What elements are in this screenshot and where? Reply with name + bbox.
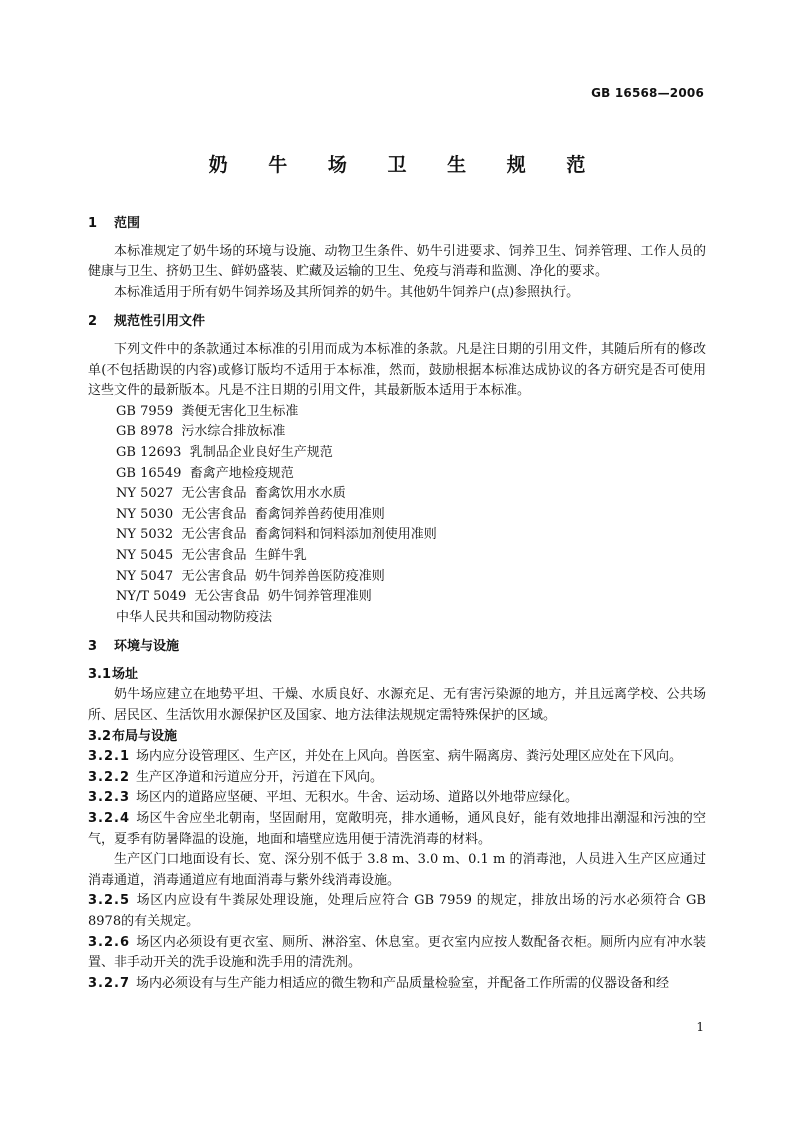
clause-number: 3.2.6 bbox=[88, 934, 131, 950]
section-number: 3 bbox=[88, 639, 98, 655]
clause-text: 场内必须设有与生产能力相适应的微生物和产品质量检验室，并配备工作所需的仪器设备和经 bbox=[136, 975, 670, 991]
reference-list bbox=[88, 402, 706, 629]
clause-3-2-3 bbox=[88, 788, 706, 809]
paragraph: 本标准适用于所有奶牛饲养场及其所饲养的奶牛。其他奶牛饲养户(点)参照执行。 bbox=[114, 284, 580, 300]
reference-item: GB 8978 污水综合排放标准 bbox=[116, 424, 286, 440]
page-number: 1 bbox=[696, 1020, 704, 1034]
section-title: 规范性引用文件 bbox=[114, 314, 206, 330]
paragraph: 本标准规定了奶牛场的环境与设施、动物卫生条件、奶牛引进要求、饲养卫生、饲养管理、工作人员的健康与卫生、挤奶卫生、鲜奶盛装、贮藏及运输的卫生、免疫与消毒和监测、净化的要求。 bbox=[88, 243, 706, 280]
reference-item: 中华人民共和国动物防疫法 bbox=[116, 609, 273, 625]
reference-item: GB 12693 乳制品企业良好生产规范 bbox=[116, 444, 333, 460]
clause-text: 场区内必须设有更衣室、厕所、淋浴室、休息室。更衣室内应按人数配备衣柜。厕所内应有冲水装置、非手动开关的洗手设施和洗手用的清洗剂。 bbox=[88, 934, 706, 971]
section-number: 1 bbox=[88, 216, 98, 231]
paragraph: 奶牛场应建立在地势平坦、干燥、水质良好、水源充足、无有害污染源的地方，并且远离学校、公共场所、居民区、生活饮用水源保护区及国家、地方法律法规规定需特殊保护的区域。 bbox=[88, 687, 706, 724]
standard-code: GB 16568—2006 bbox=[591, 86, 704, 100]
reference-item: NY/T 5049 无公害食品 奶牛饲养管理准则 bbox=[116, 589, 372, 605]
clause-text: 场内应分设管理区、生产区，并处在上风向。兽医室、病牛隔离房、粪污处理区应处在下风向。 bbox=[136, 749, 683, 765]
clause-text: 场区牛舍应坐北朝南，坚固耐用，宽敞明亮，排水通畅，通风良好，能有效地排出潮湿和污浊的空气，夏季有防暑降温的设施，地面和墙壁应选用便于清洗消毒的材料。 bbox=[88, 811, 706, 847]
clause-3-2-7 bbox=[88, 974, 706, 995]
paragraph: 生产区门口地面设有长、宽、深分别不低于 3.8 m、3.0 m、0.1 m 的消毒池，人员进入生产区应通过消毒通道，消毒通道应有地面消毒与紫外线消毒设施。 bbox=[88, 852, 706, 888]
reference-item: NY 5027 无公害食品 畜禽饮用水水质 bbox=[116, 486, 346, 502]
subsection-title: 布局与设施 bbox=[112, 728, 178, 744]
clause-number: 3.2.4 bbox=[88, 811, 131, 827]
reference-item: NY 5032 无公害食品 畜禽饲料和饲料添加剂使用准则 bbox=[116, 527, 437, 543]
section-3-heading bbox=[88, 637, 706, 658]
section-2-heading bbox=[88, 312, 706, 333]
clause-number: 3.2.1 bbox=[88, 749, 131, 765]
clause-3-2-5 bbox=[88, 891, 706, 932]
subsection-3-1-heading bbox=[88, 665, 706, 686]
document-title: 奶 牛 场 卫 生 规 范 bbox=[208, 154, 603, 176]
clause-number: 3.2.3 bbox=[88, 790, 131, 806]
document-body bbox=[88, 214, 706, 994]
clause-text: 场区内的道路应坚硬、平坦、无积水。牛舍、运动场、道路以外地带应绿化。 bbox=[136, 790, 579, 806]
section-1-heading bbox=[88, 214, 706, 235]
clause-number: 3.2.5 bbox=[88, 893, 131, 909]
clause-3-2-4 bbox=[88, 809, 706, 850]
subsection-title: 场址 bbox=[112, 666, 139, 682]
subsection-number: 3.1 bbox=[88, 666, 112, 682]
clause-text: 场区内应设有牛粪尿处理设施，处理后应符合 GB 7959 的规定，排放出场的污水必须符合 GB 8978的有关规定。 bbox=[88, 893, 706, 929]
clause-number: 3.2.7 bbox=[88, 975, 131, 991]
subsection-number: 3.2 bbox=[88, 728, 112, 744]
clause-3-2-1 bbox=[88, 747, 706, 768]
subsection-3-2-heading bbox=[88, 727, 706, 748]
reference-item: NY 5047 无公害食品 奶牛饲养兽医防疫准则 bbox=[116, 568, 385, 584]
clause-number: 3.2.2 bbox=[88, 769, 131, 785]
paragraph: 下列文件中的条款通过本标准的引用而成为本标准的条款。凡是注日期的引用文件，其随后所有的修改单(不包括勘误的内容)或修订版均不适用于本标准，然而，鼓励根据本标准达成协议的各方研究是否可使用这些文件的最新版本。凡是不注日期的引用文件，其最新版本适用于本标准。 bbox=[88, 341, 706, 399]
clause-text: 生产区净道和污道应分开，污道在下风向。 bbox=[136, 769, 384, 785]
reference-item: NY 5030 无公害食品 畜禽饲养兽药使用准则 bbox=[116, 506, 385, 522]
clause-3-2-2 bbox=[88, 768, 706, 789]
section-number: 2 bbox=[88, 314, 98, 330]
reference-item: NY 5045 无公害食品 生鲜牛乳 bbox=[116, 547, 307, 563]
reference-item: GB 16549 畜禽产地检疫规范 bbox=[116, 465, 294, 481]
clause-3-2-6 bbox=[88, 933, 706, 974]
section-title: 范围 bbox=[114, 216, 141, 231]
reference-item: GB 7959 粪便无害化卫生标准 bbox=[116, 403, 299, 419]
section-title: 环境与设施 bbox=[114, 639, 180, 655]
